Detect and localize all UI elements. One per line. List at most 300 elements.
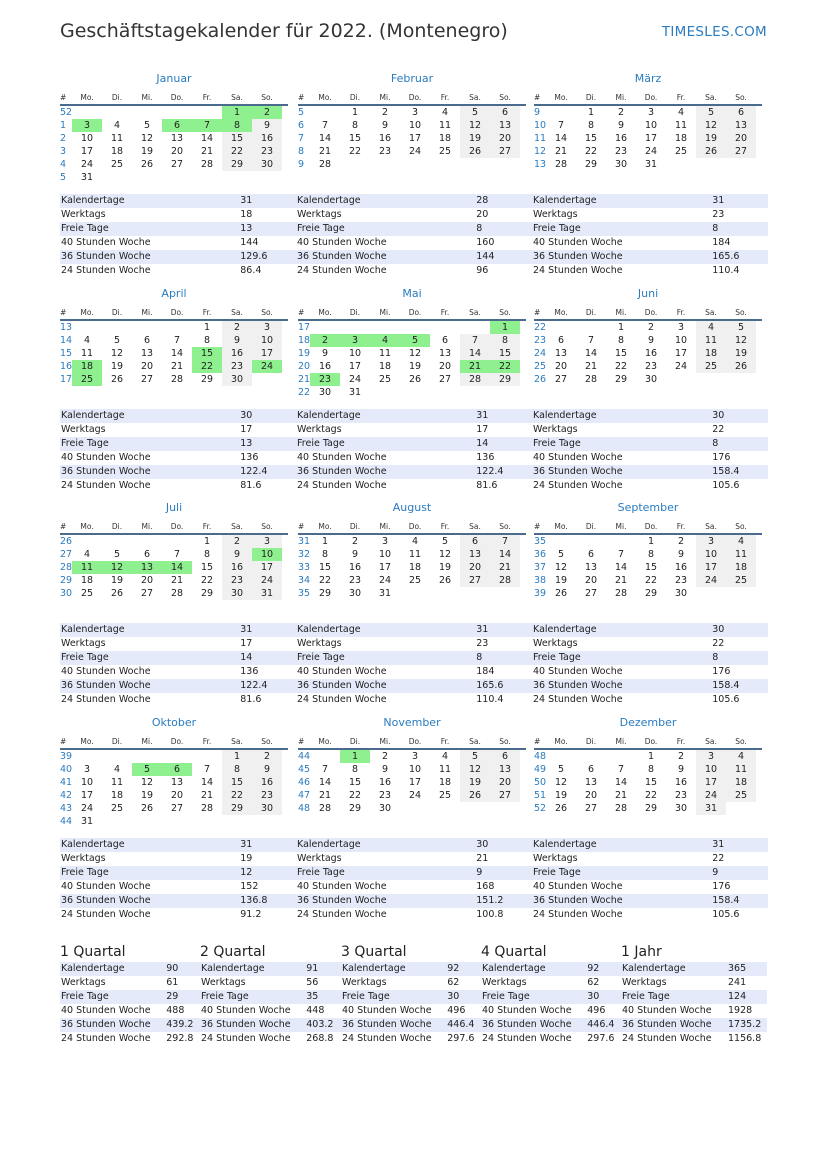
day-cell[interactable]: 15 xyxy=(614,348,628,359)
day-cell[interactable]: 12 xyxy=(110,348,124,359)
day-cell[interactable]: 3 xyxy=(83,764,91,775)
day-cell[interactable]: 4 xyxy=(441,751,449,762)
day-cell[interactable]: 6 xyxy=(162,763,192,776)
day-cell[interactable]: 28 xyxy=(460,373,490,386)
day-cell[interactable]: 19 xyxy=(110,575,124,586)
day-cell[interactable]: 16 xyxy=(378,777,392,788)
day-cell[interactable]: 29 xyxy=(584,159,598,170)
day-cell[interactable]: 3 xyxy=(411,107,419,118)
day-cell[interactable]: 30 xyxy=(614,159,628,170)
day-cell[interactable]: 7 xyxy=(617,549,625,560)
day-cell[interactable]: 21 xyxy=(554,146,568,157)
day-cell[interactable]: 29 xyxy=(200,374,214,385)
day-cell[interactable]: 2 xyxy=(252,106,282,119)
day-cell[interactable]: 6 xyxy=(726,106,756,119)
day-cell[interactable]: 29 xyxy=(222,802,252,815)
day-cell[interactable]: 29 xyxy=(614,374,628,385)
day-cell[interactable]: 15 xyxy=(200,562,214,573)
day-cell[interactable]: 16 xyxy=(222,347,252,360)
day-cell[interactable]: 18 xyxy=(80,575,94,586)
day-cell[interactable]: 24 xyxy=(408,790,422,801)
day-cell[interactable]: 3 xyxy=(72,119,102,132)
day-cell[interactable]: 2 xyxy=(677,536,685,547)
day-cell[interactable]: 22 xyxy=(200,575,214,586)
day-cell[interactable]: 5 xyxy=(132,763,162,776)
day-cell[interactable]: 25 xyxy=(110,159,124,170)
day-cell[interactable]: 19 xyxy=(460,776,490,789)
day-cell[interactable]: 12 xyxy=(696,119,726,132)
day-cell[interactable]: 13 xyxy=(726,119,756,132)
day-cell[interactable]: 1 xyxy=(340,750,370,763)
day-cell[interactable]: 28 xyxy=(200,803,214,814)
day-cell[interactable]: 5 xyxy=(113,335,121,346)
day-cell[interactable]: 13 xyxy=(490,119,520,132)
day-cell[interactable]: 5 xyxy=(696,106,726,119)
day-cell[interactable]: 12 xyxy=(554,777,568,788)
day-cell[interactable]: 1 xyxy=(203,322,211,333)
day-cell[interactable]: 16 xyxy=(378,133,392,144)
day-cell[interactable]: 7 xyxy=(460,334,490,347)
day-cell[interactable]: 23 xyxy=(378,146,392,157)
day-cell[interactable]: 11 xyxy=(726,763,756,776)
day-cell[interactable]: 22 xyxy=(490,360,520,373)
day-cell[interactable]: 27 xyxy=(170,159,184,170)
day-cell[interactable]: 31 xyxy=(80,172,94,183)
day-cell[interactable]: 28 xyxy=(584,374,598,385)
day-cell[interactable]: 16 xyxy=(348,562,362,573)
day-cell[interactable]: 30 xyxy=(378,803,392,814)
day-cell[interactable]: 12 xyxy=(408,348,422,359)
day-cell[interactable]: 18 xyxy=(110,146,124,157)
day-cell[interactable]: 12 xyxy=(438,549,452,560)
day-cell[interactable]: 31 xyxy=(348,387,362,398)
day-cell[interactable]: 5 xyxy=(143,120,151,131)
day-cell[interactable]: 17 xyxy=(378,562,392,573)
day-cell[interactable]: 20 xyxy=(584,575,598,586)
day-cell[interactable]: 13 xyxy=(490,763,520,776)
day-cell[interactable]: 14 xyxy=(554,133,568,144)
day-cell[interactable]: 26 xyxy=(140,159,154,170)
day-cell[interactable]: 28 xyxy=(318,159,332,170)
day-cell[interactable]: 6 xyxy=(441,335,449,346)
day-cell[interactable]: 24 xyxy=(252,574,282,587)
day-cell[interactable]: 8 xyxy=(647,549,655,560)
day-cell[interactable]: 22 xyxy=(644,575,658,586)
day-cell[interactable]: 31 xyxy=(80,816,94,827)
day-cell[interactable]: 28 xyxy=(554,159,568,170)
day-cell[interactable]: 10 xyxy=(348,348,362,359)
day-cell[interactable]: 28 xyxy=(614,803,628,814)
day-cell[interactable]: 24 xyxy=(696,574,726,587)
day-cell[interactable]: 27 xyxy=(170,803,184,814)
day-cell[interactable]: 21 xyxy=(460,360,490,373)
day-cell[interactable]: 23 xyxy=(222,360,252,373)
day-cell[interactable]: 6 xyxy=(143,549,151,560)
day-cell[interactable]: 14 xyxy=(318,777,332,788)
day-cell[interactable]: 30 xyxy=(348,588,362,599)
day-cell[interactable]: 13 xyxy=(438,348,452,359)
day-cell[interactable]: 19 xyxy=(438,562,452,573)
day-cell[interactable]: 24 xyxy=(644,146,658,157)
day-cell[interactable]: 10 xyxy=(696,548,726,561)
day-cell[interactable]: 1 xyxy=(617,322,625,333)
day-cell[interactable]: 2 xyxy=(677,751,685,762)
day-cell[interactable]: 15 xyxy=(584,133,598,144)
day-cell[interactable]: 16 xyxy=(252,776,282,789)
day-cell[interactable]: 25 xyxy=(72,373,102,386)
day-cell[interactable]: 21 xyxy=(584,361,598,372)
day-cell[interactable]: 14 xyxy=(584,348,598,359)
day-cell[interactable]: 26 xyxy=(460,789,490,802)
day-cell[interactable]: 11 xyxy=(696,334,726,347)
day-cell[interactable]: 28 xyxy=(490,574,520,587)
day-cell[interactable]: 22 xyxy=(318,575,332,586)
day-cell[interactable]: 15 xyxy=(222,776,252,789)
day-cell[interactable]: 8 xyxy=(222,763,252,776)
day-cell[interactable]: 10 xyxy=(252,548,282,561)
day-cell[interactable]: 10 xyxy=(674,335,688,346)
day-cell[interactable]: 9 xyxy=(222,548,252,561)
day-cell[interactable]: 19 xyxy=(554,790,568,801)
day-cell[interactable]: 23 xyxy=(614,146,628,157)
day-cell[interactable]: 24 xyxy=(674,361,688,372)
day-cell[interactable]: 30 xyxy=(674,803,688,814)
day-cell[interactable]: 8 xyxy=(321,549,329,560)
day-cell[interactable]: 31 xyxy=(378,588,392,599)
day-cell[interactable]: 22 xyxy=(192,360,222,373)
day-cell[interactable]: 16 xyxy=(318,361,332,372)
day-cell[interactable]: 22 xyxy=(222,789,252,802)
day-cell[interactable]: 26 xyxy=(408,374,422,385)
day-cell[interactable]: 15 xyxy=(644,562,658,573)
day-cell[interactable]: 1 xyxy=(647,751,655,762)
day-cell[interactable]: 29 xyxy=(348,803,362,814)
day-cell[interactable]: 13 xyxy=(554,348,568,359)
day-cell[interactable]: 5 xyxy=(460,750,490,763)
day-cell[interactable]: 27 xyxy=(726,145,756,158)
day-cell[interactable]: 6 xyxy=(490,106,520,119)
day-cell[interactable]: 7 xyxy=(173,549,181,560)
day-cell[interactable]: 29 xyxy=(222,158,252,171)
day-cell[interactable]: 6 xyxy=(460,535,490,548)
day-cell[interactable]: 19 xyxy=(696,132,726,145)
day-cell[interactable]: 10 xyxy=(408,764,422,775)
day-cell[interactable]: 14 xyxy=(162,561,192,574)
day-cell[interactable]: 12 xyxy=(554,562,568,573)
day-cell[interactable]: 8 xyxy=(203,549,211,560)
day-cell[interactable]: 26 xyxy=(554,588,568,599)
day-cell[interactable]: 18 xyxy=(726,776,756,789)
day-cell[interactable]: 3 xyxy=(696,750,726,763)
day-cell[interactable]: 26 xyxy=(438,575,452,586)
day-cell[interactable]: 14 xyxy=(614,777,628,788)
day-cell[interactable]: 5 xyxy=(441,536,449,547)
day-cell[interactable]: 8 xyxy=(203,335,211,346)
day-cell[interactable]: 16 xyxy=(252,132,282,145)
day-cell[interactable]: 1 xyxy=(222,106,252,119)
day-cell[interactable]: 7 xyxy=(321,120,329,131)
day-cell[interactable]: 20 xyxy=(438,361,452,372)
day-cell[interactable]: 9 xyxy=(381,764,389,775)
day-cell[interactable]: 27 xyxy=(460,574,490,587)
day-cell[interactable]: 3 xyxy=(696,535,726,548)
day-cell[interactable]: 9 xyxy=(252,119,282,132)
day-cell[interactable]: 9 xyxy=(617,120,625,131)
day-cell[interactable]: 31 xyxy=(252,587,282,600)
day-cell[interactable]: 16 xyxy=(674,562,688,573)
day-cell[interactable]: 8 xyxy=(222,119,252,132)
day-cell[interactable]: 11 xyxy=(110,133,124,144)
day-cell[interactable]: 4 xyxy=(370,334,400,347)
day-cell[interactable]: 11 xyxy=(408,549,422,560)
day-cell[interactable]: 29 xyxy=(490,373,520,386)
day-cell[interactable]: 19 xyxy=(110,361,124,372)
day-cell[interactable]: 1 xyxy=(587,107,595,118)
day-cell[interactable]: 9 xyxy=(647,335,655,346)
day-cell[interactable]: 16 xyxy=(222,561,252,574)
day-cell[interactable]: 27 xyxy=(554,374,568,385)
day-cell[interactable]: 14 xyxy=(170,348,184,359)
day-cell[interactable]: 6 xyxy=(490,750,520,763)
day-cell[interactable]: 25 xyxy=(110,803,124,814)
day-cell[interactable]: 4 xyxy=(726,535,756,548)
day-cell[interactable]: 13 xyxy=(584,777,598,788)
day-cell[interactable]: 16 xyxy=(614,133,628,144)
day-cell[interactable]: 4 xyxy=(726,750,756,763)
day-cell[interactable]: 27 xyxy=(584,803,598,814)
day-cell[interactable]: 17 xyxy=(644,133,658,144)
day-cell[interactable]: 19 xyxy=(460,132,490,145)
day-cell[interactable]: 10 xyxy=(378,549,392,560)
day-cell[interactable]: 10 xyxy=(696,763,726,776)
day-cell[interactable]: 23 xyxy=(252,789,282,802)
day-cell[interactable]: 25 xyxy=(378,374,392,385)
day-cell[interactable]: 21 xyxy=(614,790,628,801)
day-cell[interactable]: 25 xyxy=(80,588,94,599)
day-cell[interactable]: 11 xyxy=(72,561,102,574)
day-cell[interactable]: 21 xyxy=(170,575,184,586)
day-cell[interactable]: 24 xyxy=(80,159,94,170)
day-cell[interactable]: 18 xyxy=(110,790,124,801)
day-cell[interactable]: 2 xyxy=(351,536,359,547)
day-cell[interactable]: 8 xyxy=(351,120,359,131)
day-cell[interactable]: 17 xyxy=(674,348,688,359)
day-cell[interactable]: 20 xyxy=(140,361,154,372)
day-cell[interactable]: 7 xyxy=(321,764,329,775)
day-cell[interactable]: 23 xyxy=(252,145,282,158)
day-cell[interactable]: 15 xyxy=(348,777,362,788)
day-cell[interactable]: 9 xyxy=(677,764,685,775)
day-cell[interactable]: 6 xyxy=(587,549,595,560)
day-cell[interactable]: 27 xyxy=(490,145,520,158)
day-cell[interactable]: 2 xyxy=(617,107,625,118)
day-cell[interactable]: 21 xyxy=(200,146,214,157)
day-cell[interactable]: 14 xyxy=(200,777,214,788)
day-cell[interactable]: 27 xyxy=(584,588,598,599)
day-cell[interactable]: 25 xyxy=(726,574,756,587)
day-cell[interactable]: 20 xyxy=(490,776,520,789)
day-cell[interactable]: 5 xyxy=(460,106,490,119)
day-cell[interactable]: 30 xyxy=(674,588,688,599)
day-cell[interactable]: 7 xyxy=(173,335,181,346)
day-cell[interactable]: 20 xyxy=(584,790,598,801)
day-cell[interactable]: 27 xyxy=(438,374,452,385)
day-cell[interactable]: 10 xyxy=(252,334,282,347)
day-cell[interactable]: 17 xyxy=(80,790,94,801)
day-cell[interactable]: 13 xyxy=(170,133,184,144)
day-cell[interactable]: 5 xyxy=(113,549,121,560)
day-cell[interactable]: 22 xyxy=(348,790,362,801)
day-cell[interactable]: 18 xyxy=(674,133,688,144)
day-cell[interactable]: 11 xyxy=(378,348,392,359)
day-cell[interactable]: 3 xyxy=(647,107,655,118)
day-cell[interactable]: 15 xyxy=(644,777,658,788)
day-cell[interactable]: 9 xyxy=(321,348,329,359)
day-cell[interactable]: 12 xyxy=(102,561,132,574)
day-cell[interactable]: 9 xyxy=(381,120,389,131)
day-cell[interactable]: 29 xyxy=(644,803,658,814)
day-cell[interactable]: 25 xyxy=(696,360,726,373)
day-cell[interactable]: 7 xyxy=(587,335,595,346)
day-cell[interactable]: 19 xyxy=(140,146,154,157)
day-cell[interactable]: 18 xyxy=(696,347,726,360)
day-cell[interactable]: 17 xyxy=(408,133,422,144)
day-cell[interactable]: 7 xyxy=(490,535,520,548)
day-cell[interactable]: 12 xyxy=(726,334,756,347)
day-cell[interactable]: 23 xyxy=(378,790,392,801)
day-cell[interactable]: 11 xyxy=(438,120,452,131)
day-cell[interactable]: 6 xyxy=(557,335,565,346)
day-cell[interactable]: 5 xyxy=(557,549,565,560)
day-cell[interactable]: 16 xyxy=(674,777,688,788)
day-cell[interactable]: 25 xyxy=(674,146,688,157)
day-cell[interactable]: 19 xyxy=(726,347,756,360)
day-cell[interactable]: 19 xyxy=(554,575,568,586)
day-cell[interactable]: 22 xyxy=(222,145,252,158)
day-cell[interactable]: 2 xyxy=(381,751,389,762)
day-cell[interactable]: 18 xyxy=(72,360,102,373)
day-cell[interactable]: 14 xyxy=(614,562,628,573)
day-cell[interactable]: 17 xyxy=(408,777,422,788)
day-cell[interactable]: 14 xyxy=(490,548,520,561)
day-cell[interactable]: 5 xyxy=(726,321,756,334)
day-cell[interactable]: 22 xyxy=(644,790,658,801)
day-cell[interactable]: 12 xyxy=(140,777,154,788)
day-cell[interactable]: 10 xyxy=(644,120,658,131)
day-cell[interactable]: 8 xyxy=(351,764,359,775)
day-cell[interactable]: 21 xyxy=(200,790,214,801)
day-cell[interactable]: 24 xyxy=(252,360,282,373)
day-cell[interactable]: 24 xyxy=(80,803,94,814)
day-cell[interactable]: 29 xyxy=(318,588,332,599)
day-cell[interactable]: 17 xyxy=(348,361,362,372)
day-cell[interactable]: 13 xyxy=(170,777,184,788)
day-cell[interactable]: 4 xyxy=(696,321,726,334)
day-cell[interactable]: 20 xyxy=(170,146,184,157)
day-cell[interactable]: 1 xyxy=(203,536,211,547)
day-cell[interactable]: 12 xyxy=(460,763,490,776)
day-cell[interactable]: 20 xyxy=(170,790,184,801)
day-cell[interactable]: 26 xyxy=(726,360,756,373)
day-cell[interactable]: 9 xyxy=(351,549,359,560)
day-cell[interactable]: 22 xyxy=(614,361,628,372)
day-cell[interactable]: 3 xyxy=(411,751,419,762)
day-cell[interactable]: 28 xyxy=(318,803,332,814)
day-cell[interactable]: 8 xyxy=(587,120,595,131)
day-cell[interactable]: 7 xyxy=(617,764,625,775)
day-cell[interactable]: 17 xyxy=(696,561,726,574)
day-cell[interactable]: 25 xyxy=(438,790,452,801)
day-cell[interactable]: 28 xyxy=(170,588,184,599)
day-cell[interactable]: 3 xyxy=(252,321,282,334)
day-cell[interactable]: 28 xyxy=(200,159,214,170)
day-cell[interactable]: 6 xyxy=(162,119,192,132)
day-cell[interactable]: 17 xyxy=(252,561,282,574)
day-cell[interactable]: 8 xyxy=(647,764,655,775)
day-cell[interactable]: 24 xyxy=(348,374,362,385)
day-cell[interactable]: 25 xyxy=(438,146,452,157)
day-cell[interactable]: 18 xyxy=(378,361,392,372)
day-cell[interactable]: 19 xyxy=(140,790,154,801)
day-cell[interactable]: 15 xyxy=(318,562,332,573)
day-cell[interactable]: 26 xyxy=(554,803,568,814)
day-cell[interactable]: 24 xyxy=(696,789,726,802)
day-cell[interactable]: 30 xyxy=(252,158,282,171)
day-cell[interactable]: 15 xyxy=(490,347,520,360)
day-cell[interactable]: 11 xyxy=(438,764,452,775)
day-cell[interactable]: 7 xyxy=(192,119,222,132)
day-cell[interactable]: 2 xyxy=(252,750,282,763)
day-cell[interactable]: 10 xyxy=(80,133,94,144)
day-cell[interactable]: 4 xyxy=(441,107,449,118)
day-cell[interactable]: 17 xyxy=(696,776,726,789)
day-cell[interactable]: 1 xyxy=(222,750,252,763)
day-cell[interactable]: 25 xyxy=(726,789,756,802)
day-cell[interactable]: 18 xyxy=(408,562,422,573)
day-cell[interactable]: 24 xyxy=(408,146,422,157)
day-cell[interactable]: 21 xyxy=(490,561,520,574)
day-cell[interactable]: 30 xyxy=(222,587,252,600)
day-cell[interactable]: 2 xyxy=(381,107,389,118)
day-cell[interactable]: 16 xyxy=(644,348,658,359)
day-cell[interactable]: 8 xyxy=(617,335,625,346)
day-cell[interactable]: 6 xyxy=(587,764,595,775)
brand-link[interactable]: TIMESLES.COM xyxy=(661,24,767,40)
day-cell[interactable]: 13 xyxy=(132,561,162,574)
day-cell[interactable]: 18 xyxy=(726,561,756,574)
day-cell[interactable]: 29 xyxy=(200,588,214,599)
day-cell[interactable]: 15 xyxy=(348,133,362,144)
day-cell[interactable]: 3 xyxy=(381,536,389,547)
day-cell[interactable]: 25 xyxy=(408,575,422,586)
day-cell[interactable]: 7 xyxy=(203,764,211,775)
day-cell[interactable]: 7 xyxy=(557,120,565,131)
day-cell[interactable]: 23 xyxy=(674,575,688,586)
day-cell[interactable]: 18 xyxy=(438,777,452,788)
day-cell[interactable]: 1 xyxy=(647,536,655,547)
day-cell[interactable]: 17 xyxy=(80,146,94,157)
day-cell[interactable]: 1 xyxy=(490,321,520,334)
day-cell[interactable]: 17 xyxy=(252,347,282,360)
day-cell[interactable]: 30 xyxy=(252,802,282,815)
day-cell[interactable]: 31 xyxy=(644,159,658,170)
day-cell[interactable]: 12 xyxy=(140,133,154,144)
day-cell[interactable]: 4 xyxy=(411,536,419,547)
day-cell[interactable]: 11 xyxy=(110,777,124,788)
day-cell[interactable]: 22 xyxy=(348,146,362,157)
day-cell[interactable]: 22 xyxy=(584,146,598,157)
day-cell[interactable]: 26 xyxy=(460,145,490,158)
